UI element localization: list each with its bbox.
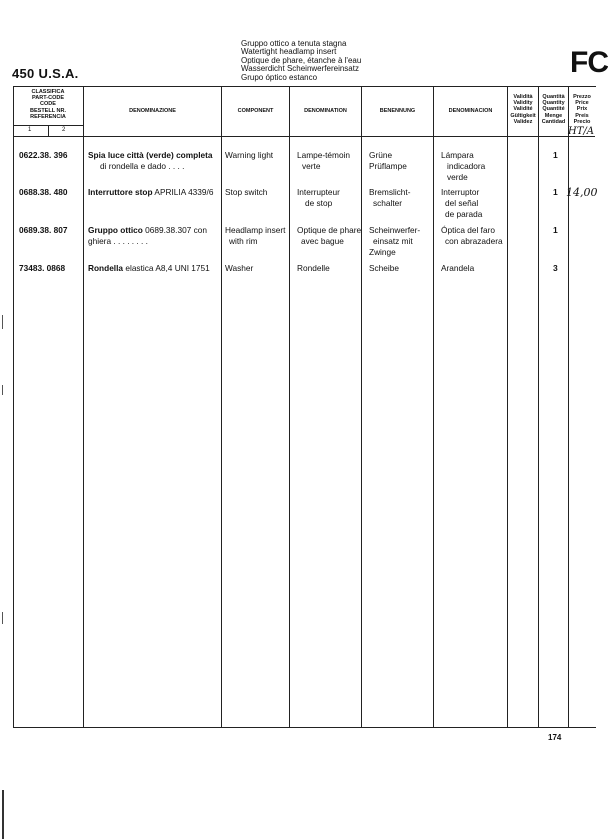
column-header-validity — [508, 94, 538, 125]
column-divider — [221, 86, 222, 727]
row-3-denominazione — [88, 225, 220, 247]
column-divider — [83, 86, 84, 727]
row-1-es-line: verde — [447, 172, 468, 183]
section-title — [241, 40, 361, 82]
row-1-es-line: indicadora — [447, 161, 486, 172]
scan-mark — [2, 385, 3, 395]
column-divider — [433, 86, 434, 727]
column-divider — [568, 86, 569, 727]
row-4-denominazione — [88, 263, 220, 274]
row-3-es-line: con abrazadera — [445, 236, 503, 247]
code-header-line: PART-CODE — [32, 95, 64, 102]
row-1-de-line: Grüne — [369, 150, 393, 160]
row-3-de-line: einsatz mit — [373, 236, 413, 247]
row-3-code: 0689.38. 807 — [19, 225, 68, 235]
price-header-line: Prix — [576, 106, 588, 113]
row-2-fr-line: de stop — [305, 198, 333, 209]
row-3-it-line2: ghiera . . . . . . . . — [88, 236, 148, 247]
row-3-de-line: Scheinwerfer- — [369, 225, 421, 235]
row-2-price-handwritten: 14,00 — [566, 186, 598, 199]
row-3-denominacion — [441, 225, 503, 247]
title-line-it: Gruppo ottico a tenuta stagna — [241, 39, 347, 48]
qty-header-line: Cantidad — [541, 118, 566, 125]
validity-header-line: Validity — [513, 100, 533, 107]
code-header-line: REFERENCIA — [30, 113, 66, 120]
price-header-line: Prezzo — [573, 94, 591, 100]
qty-header-line: Quantità — [542, 94, 565, 100]
column-divider — [361, 86, 362, 727]
row-1-it-rest: di rondella e dado . . . . — [100, 161, 185, 172]
row-3-component — [225, 225, 285, 247]
column-header-it: DENOMINAZIONE — [129, 108, 176, 114]
row-3-benennung — [369, 225, 420, 259]
row-2-code: 0688.38. 480 — [19, 187, 68, 197]
handwritten-header-note: HT/A — [568, 126, 594, 137]
row-2-en-line: Stop switch — [225, 187, 268, 197]
row-2-benennung — [369, 187, 411, 209]
qty-header-line: Quantité — [542, 106, 565, 113]
row-1-it-bold: Spia luce città (verde) completa — [88, 150, 213, 160]
row-3-it-rest: 0689.38.307 con — [145, 225, 207, 235]
row-2-denominazione — [88, 187, 220, 198]
title-line-fr: Optique de phare, étanche à l'eau — [241, 55, 362, 65]
validity-header-line: Validità — [513, 94, 533, 100]
column-header-code — [13, 89, 83, 120]
title-line-es: Grupo óptico estanco — [241, 72, 318, 82]
code-header-line: CLASSIFICA — [31, 89, 65, 95]
row-2-qty: 1 — [553, 187, 558, 197]
row-2-it-rest: APRILIA 4339/6 — [154, 187, 214, 197]
scan-mark — [2, 790, 4, 839]
parts-table-frame — [13, 86, 596, 728]
row-1-denominazione — [88, 150, 220, 172]
column-header-qty — [539, 94, 568, 125]
code-sub-1: 1 — [28, 127, 32, 133]
row-2-de-line: schalter — [373, 198, 403, 209]
row-1-denomination-fr — [297, 150, 350, 172]
validity-header-line: Gültigkeit — [510, 112, 536, 119]
qty-header-line: Quantity — [542, 100, 565, 107]
title-line-en: Watertight headlamp insert — [241, 47, 337, 57]
page-number: 174 — [548, 733, 562, 742]
price-header-line: Precio — [573, 118, 591, 125]
row-1-de-line: Prüflampe — [369, 161, 407, 172]
row-2-es-line: de parada — [445, 209, 483, 220]
column-header-en: COMPONENT — [237, 108, 274, 114]
row-2-es-line: Interruptor — [441, 187, 480, 197]
row-2-es-line: del señal — [445, 198, 479, 209]
row-1-fr-line: verte — [302, 161, 321, 172]
column-header-es: DENOMINACION — [448, 108, 493, 114]
row-2-component — [225, 187, 267, 198]
row-4-component — [225, 263, 253, 274]
scan-mark — [2, 612, 3, 624]
row-2-denomination-fr — [297, 187, 340, 209]
column-divider — [538, 86, 539, 727]
row-4-denomination-fr — [297, 263, 330, 274]
row-1-es-line: Lámpara — [441, 150, 474, 160]
row-3-es-line: Óptica del faro — [441, 225, 495, 235]
row-4-code: 73483. 0868 — [19, 263, 66, 273]
column-divider — [289, 86, 290, 727]
validity-header-line: Validité — [513, 106, 533, 113]
row-4-fr-line: Rondelle — [297, 263, 330, 273]
row-4-qty: 3 — [553, 263, 558, 273]
row-3-qty: 1 — [553, 225, 558, 235]
row-3-it-bold: Gruppo ottico — [88, 225, 143, 235]
row-4-benennung — [369, 263, 399, 274]
row-4-de-line: Scheibe — [369, 263, 399, 273]
code-sub-2: 2 — [62, 127, 66, 133]
row-1-component — [225, 150, 273, 161]
row-2-de-line: Bremslicht- — [369, 187, 411, 197]
code-header-line: BESTELL NR. — [30, 107, 66, 114]
row-1-benennung — [369, 150, 407, 172]
header-rule — [13, 136, 595, 137]
row-4-en-line: Washer — [225, 263, 254, 273]
validity-header-line: Validez — [513, 118, 533, 125]
title-line-de: Wasserdicht Scheinwerfereinsatz — [241, 64, 359, 74]
row-3-fr-line: avec bague — [301, 236, 344, 247]
row-1-denominacion — [441, 150, 485, 184]
row-2-fr-line: Interrupteur — [297, 187, 340, 197]
column-header-price — [569, 94, 595, 125]
price-header-line: Price — [575, 100, 589, 107]
row-3-en-line: Headlamp insert — [225, 225, 286, 235]
section-code: FC — [570, 46, 608, 79]
row-1-qty: 1 — [553, 150, 558, 160]
column-header-de: BENENNUNG — [379, 108, 416, 114]
row-3-fr-line: Optique de phare — [297, 225, 362, 235]
qty-header-line: Menge — [544, 112, 563, 119]
row-2-denominacion — [441, 187, 482, 221]
row-4-denominacion — [441, 263, 474, 274]
row-1-en-line: Warning light — [225, 150, 274, 160]
row-3-en-line: with rim — [229, 236, 258, 247]
row-4-it-bold: Rondella — [88, 263, 124, 273]
column-header-fr: DENOMINATION — [304, 108, 347, 114]
row-1-code: 0622.38. 396 — [19, 150, 68, 160]
row-3-denomination-fr — [297, 225, 361, 247]
code-sub-divider — [48, 125, 49, 136]
code-header-line: CODE — [40, 101, 56, 108]
column-divider — [507, 86, 508, 727]
row-4-es-line: Arandela — [441, 263, 475, 273]
row-4-it-rest: elastica A8,4 UNI 1751 — [125, 263, 210, 273]
row-2-it-bold: Interruttore stop — [88, 187, 153, 197]
scan-mark — [2, 315, 3, 329]
model-title: 450 U.S.A. — [12, 66, 79, 81]
row-1-fr-line: Lampe-témoin — [297, 150, 351, 160]
row-3-de-line: Zwinge — [369, 247, 396, 258]
price-header-line: Preis — [575, 112, 589, 119]
